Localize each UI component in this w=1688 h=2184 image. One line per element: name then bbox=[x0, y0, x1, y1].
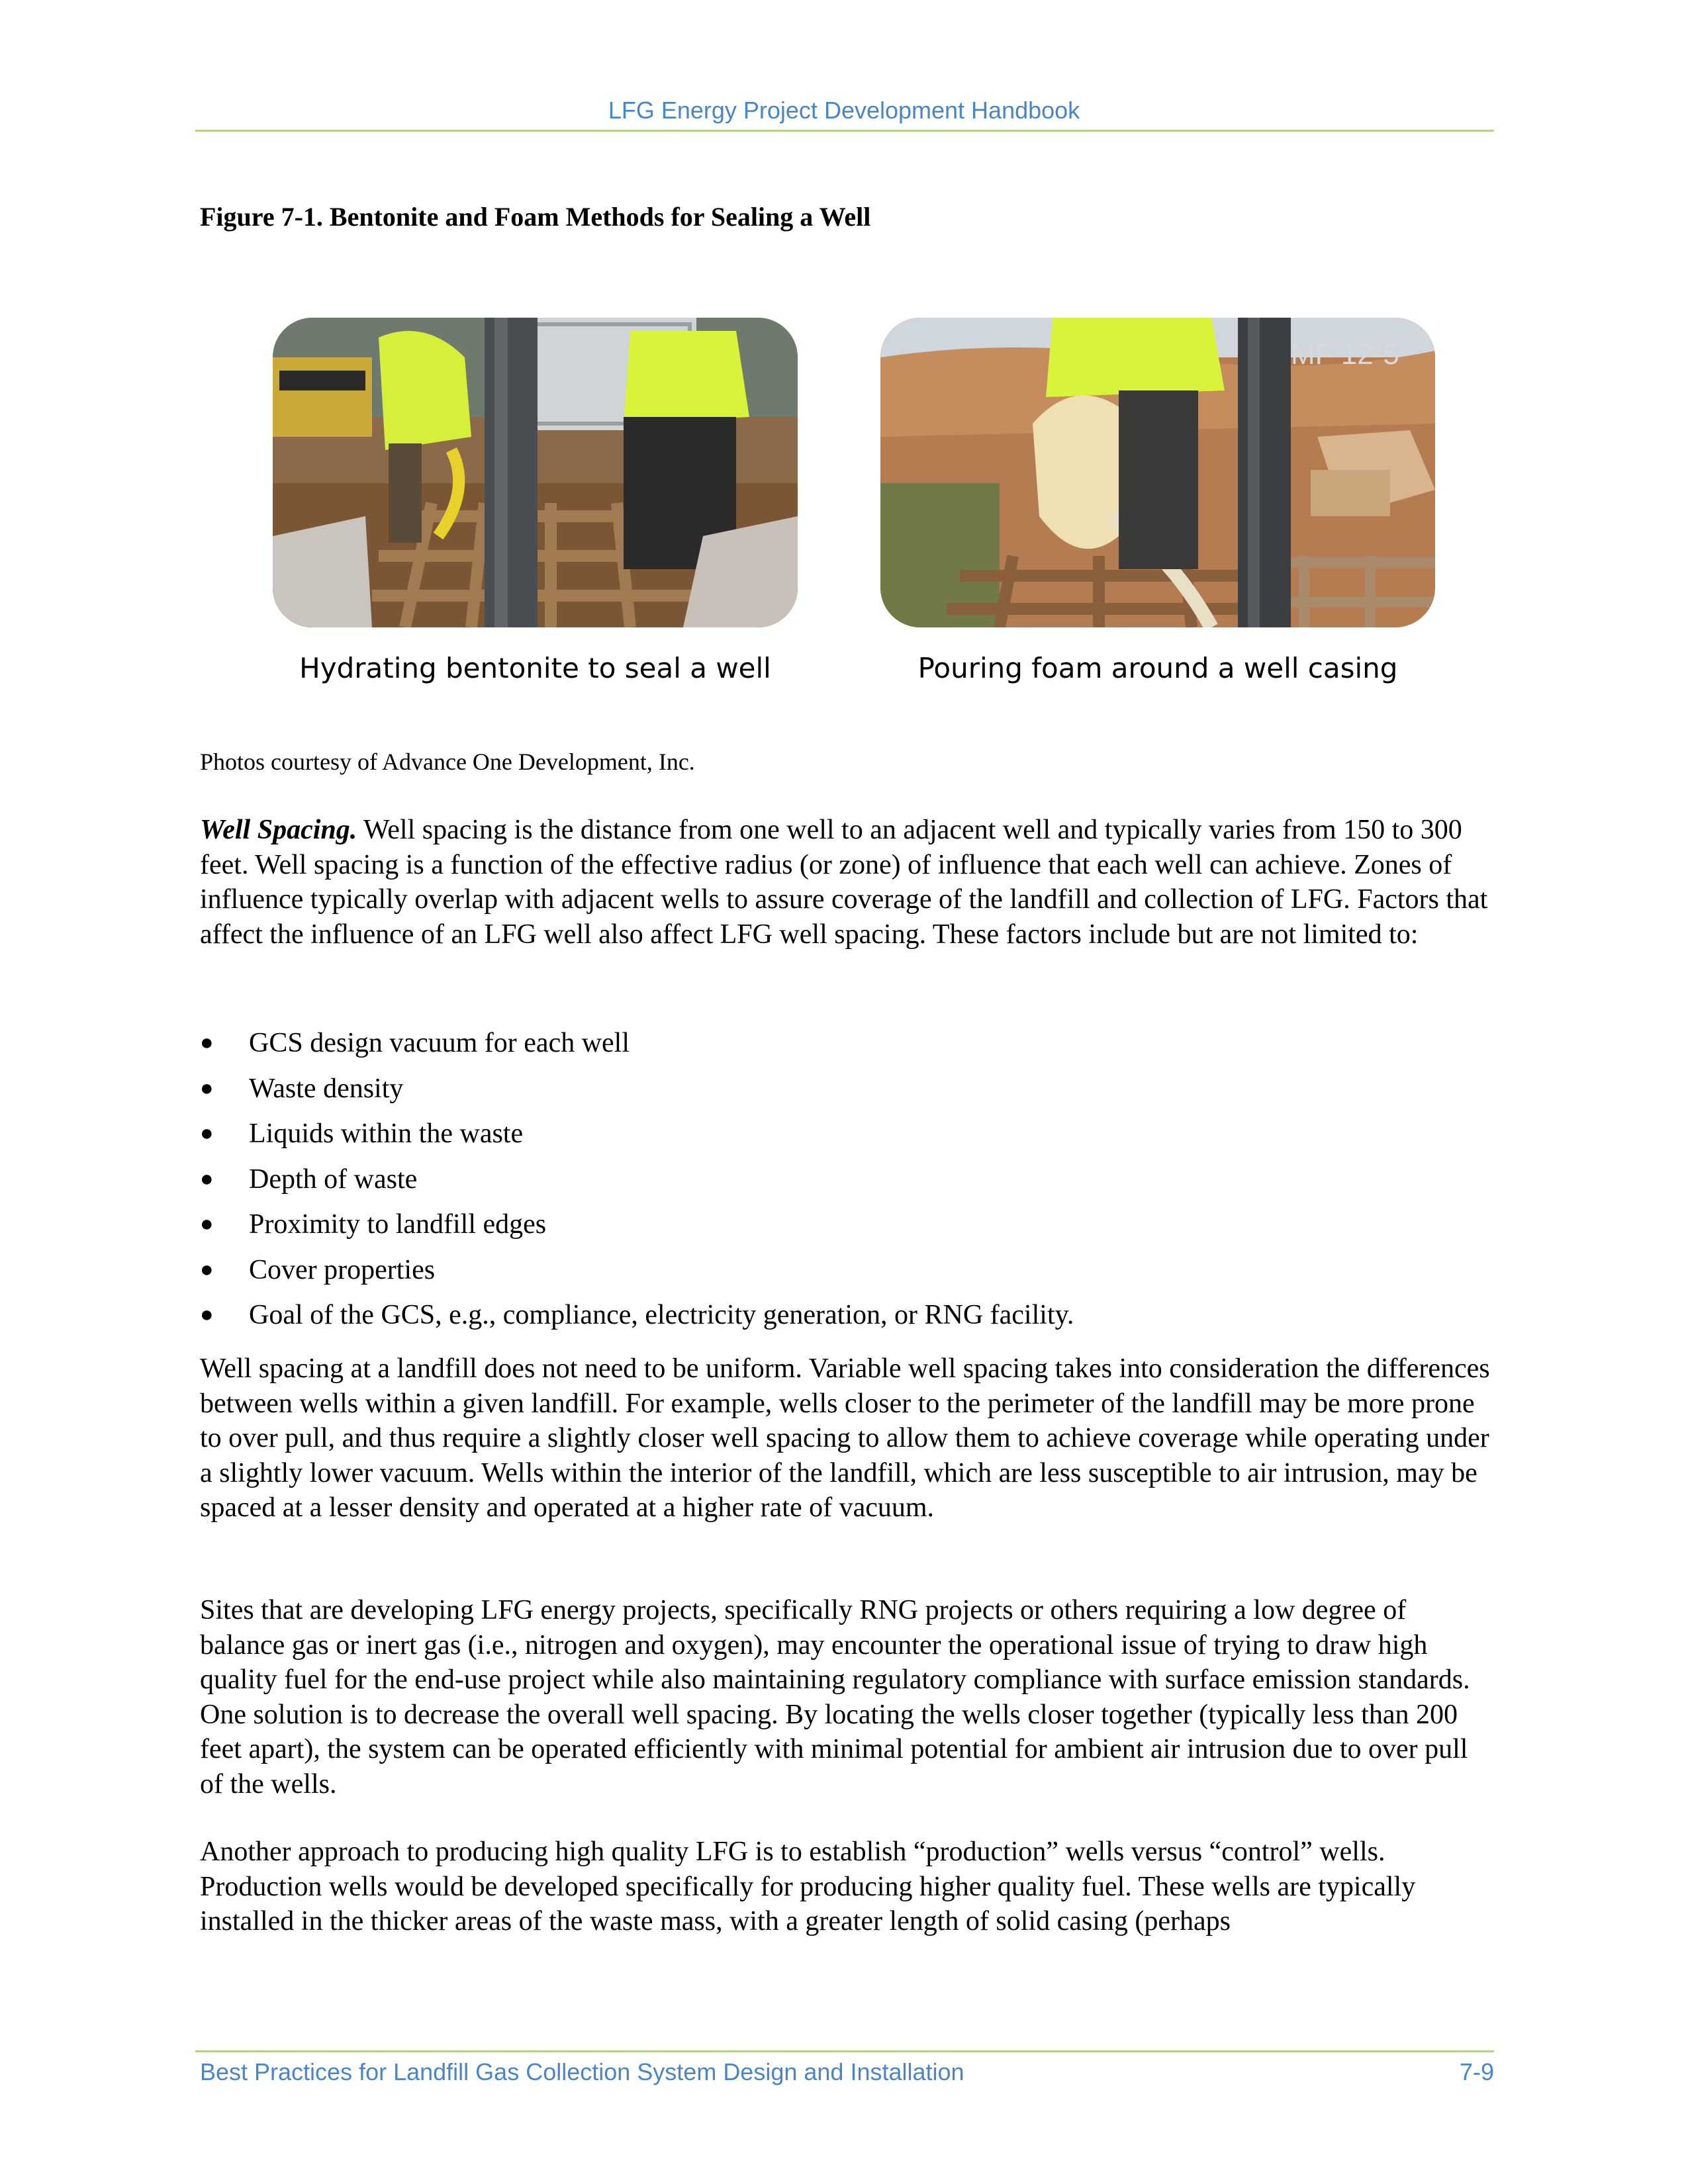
list-item: ● GCS design vacuum for each well bbox=[200, 1026, 1458, 1071]
photo-hydrating-bentonite bbox=[273, 318, 798, 627]
photo-pouring-foam bbox=[880, 318, 1435, 627]
running-header: LFG Energy Project Development Handbook bbox=[608, 97, 1080, 124]
section-lead: Well Spacing. bbox=[200, 815, 357, 845]
bullet-icon: ● bbox=[200, 1075, 214, 1101]
header-rule bbox=[195, 130, 1494, 132]
paragraph-variable-spacing: Well spacing at a landfill does not need to be uniform. Variable well spacing takes into consideration the differences between wells within a given landfill. For example, wells closer to the perimeter of the landfill may be more prone to over pull, and thus require a slightly closer well spacing to allow them to achieve coverage while operating under a slightly lower vacuum. Wells within the interior of the landfill, which are less susceptible to air intrusion, may be spaced at a lesser density and operated at a higher rate of vacuum. bbox=[200, 1353, 1490, 1523]
photo-bentonite-image bbox=[273, 318, 798, 627]
section-intro-text: Well spacing is the distance from one well to an adjacent well and typically varies from 150 to 300 feet. Well spacing is a function of the effective radius (or zone) of influence that each well can achieve. Zones of influence typically overlap with adjacent wells to assure coverage of the landfill and collection of LFG. Factors that affect the influence of an LFG well also affect LFG well spacing. These factors include but are not limited to: bbox=[200, 815, 1488, 950]
caption-bentonite: Hydrating bentonite to seal a well bbox=[299, 652, 771, 684]
page-number: 7-9 bbox=[1459, 2058, 1494, 2085]
casing-marking-text: MF 12-5 bbox=[1291, 338, 1399, 371]
bullet-icon: ● bbox=[200, 1212, 214, 1236]
photo-foam-image bbox=[880, 318, 1435, 627]
footer-rule bbox=[195, 2050, 1494, 2052]
list-item: ● Waste density bbox=[200, 1071, 1458, 1117]
bullet-icon: ● bbox=[200, 1257, 214, 1282]
list-item: ● Goal of the GCS, e.g., compliance, electricity generation, or RNG facility. bbox=[200, 1298, 1458, 1343]
well-spacing-intro bbox=[200, 813, 1497, 952]
caption-foam: Pouring foam around a well casing bbox=[917, 652, 1398, 684]
list-item: ● Depth of waste bbox=[200, 1162, 1458, 1208]
bullet-icon: ● bbox=[200, 1302, 214, 1327]
paragraph-production-wells: Another approach to producing high quality LFG is to establish “production” wells versus “control” wells. Production wells would be developed specifically for producing higher quality fuel. These wells are typically installed in the thicker areas of the waste mass, with a greater length of solid casing (perhaps bbox=[200, 1837, 1416, 1936]
footer-title: Best Practices for Landfill Gas Collection System Design and Installation bbox=[200, 2058, 964, 2085]
bullet-icon: ● bbox=[200, 1166, 214, 1191]
list-item: ● Cover properties bbox=[200, 1253, 1458, 1298]
bullet-icon: ● bbox=[200, 1121, 214, 1146]
factors-list bbox=[200, 1026, 1458, 1343]
paragraph-rng-sites: Sites that are developing LFG energy projects, specifically RNG projects or others requiring a low degree of balance gas or inert gas (i.e., nitrogen and oxygen), may encounter the operational issue of trying to draw high quality fuel for the end-use project while also maintaining regulatory compliance with surface emission standards. One solution is to decrease the overall well spacing. By locating the wells closer together (typically less than 200 feet apart), the system can be operated efficiently with minimal potential for ambient air intrusion due to over pull of the wells. bbox=[200, 1595, 1470, 1799]
figure-title: Figure 7-1. Bentonite and Foam Methods for Sealing a Well bbox=[200, 202, 871, 232]
list-item: ● Proximity to landfill edges bbox=[200, 1207, 1458, 1253]
photo-credit: Photos courtesy of Advance One Development, Inc. bbox=[200, 749, 695, 775]
list-item: ● Liquids within the waste bbox=[200, 1116, 1458, 1162]
bullet-icon: ● bbox=[200, 1030, 214, 1055]
